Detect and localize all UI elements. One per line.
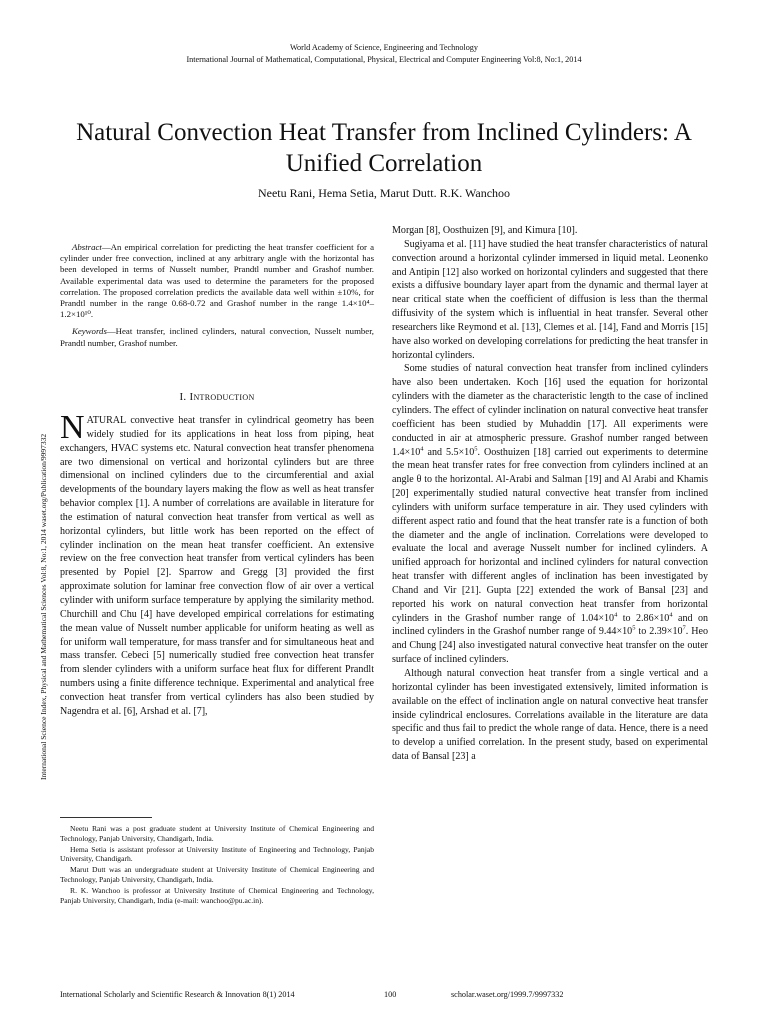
footer-link[interactable]: scholar.waset.org/1999.7/9997332 <box>451 990 564 999</box>
text-run: and on inclined cylinders in the Grashof number range of 9.44×10 <box>392 612 709 638</box>
superscript: 4 <box>614 611 618 619</box>
superscript: 5 <box>474 445 478 453</box>
superscript: 5 <box>632 625 636 633</box>
footnote: Hema Setia is assistant professor at University Institute of Engineering and Technology, Panjab University, Chandigarh. <box>60 844 374 864</box>
keywords-label: Keywords <box>72 326 107 337</box>
abstract-label: Abstract <box>72 242 102 252</box>
right-paragraph-1: Sugiyama et al. [11] have studied the heat transfer characteristics of natural convection around a horizontal cylinder immersed in liquid metal. Leonenko and Antipin [12] also worked on horizontal cylinders and suggested that there exists a diffusive boundary layer apart from the dynamic and thermal layer at near critical state when the coefficient of diffusion is less than the thermal diffusivity of the system which is influential in heat transfer. Several other researchers like Reymond et al. [13], Clemes et al. [14], Fand and Morris [15] have also worked on developing correlations for predicting the heat transfer in horizontal cylinders. <box>392 238 708 361</box>
text-run: to 2.39×10 <box>635 626 683 638</box>
text-run: . Oosthuizen [18] carried out experiments to determine the mean heat transfer rates for free convection from cylinders inclined at an angle θ to the horizontal. Al-Arabi and Salman [19] and Al Arabi and Khamis [20] experimentally studied natural convective heat transfer from inclined cylinders with uniform surface temperature in air. They used cylinders with different aspect ratio and found that the heat transfer rate is a function of both the diameter and the angle of inclination. Correlations were developed to evaluate the local and average Nusselt number for inclined cylinders. A unified approach for horizontal and inclined cylinders for natural convection heat transfer with different angles of inclination has been investigated by Chand and Vir [21]. Gupta [22] extended the work of Bansal [23] and reported his work on natural convection heat transfer from horizontal cylinders in the Grashof number range of 1.04×10 <box>392 446 708 624</box>
keywords-text: —Heat transfer, inclined cylinders, natural convection, Nusselt number, Prandtl number, Grashof number. <box>60 326 374 348</box>
superscript: 4 <box>669 611 673 619</box>
left-column <box>60 409 374 719</box>
intro-paragraph <box>60 409 374 719</box>
author-footnotes <box>60 824 374 906</box>
footnote-divider <box>60 817 152 818</box>
right-continuation-line: Morgan [8], Oosthuizen [9], and Kimura [10]. <box>392 225 578 236</box>
abstract-block <box>60 242 374 349</box>
text-run: . Heo and Chung [24] also investigated natural convective heat transfer on the outer surface of inclined cylinders. <box>392 626 708 666</box>
text-run: and 5.5×10 <box>423 446 475 458</box>
footer-publisher: International Scholarly and Scientific Research & Innovation 8(1) 2014 <box>60 990 295 999</box>
drop-cap: N <box>60 409 85 446</box>
superscript: 7 <box>682 625 686 633</box>
intro-text: convective heat transfer in cylindrical geometry has been widely studied for its applications in heat loss from piping, heat exchangers, HVAC systems etc. Natural convection heat transfer phenomena are two dimensional on vertical and horizontal cylinders but are three dimensional on inclined cylinders due to the circumferential and axial developments of the boundary layers making the flow as well as heat transfer behavior complex [1]. A number of correlations are available in literature for the estimation of natural convection heat transfer from vertical as well as horizontal cylinders, but little work has been reported on the effect of cylinder inclination on the mean heat transfer coefficient. An extensive review on the free convection heat transfer from vertical cylinders has been presented by Popiel [2]. Sparrow and Gregg [3] provided the first approximate solution for laminar free convection flow of air over a vertical cylinder with uniform surface temperature by applying the similarity method. Churchill and Chu [4] have developed empirical correlations for estimating the mean value of Nusselt number applicable for uniform heating as well as for uniform wall temperature, for mass transfer and for simultaneous heat and mass transfer. Cebeci [5] numerically studied free convection heat transfer from slender cylinders with a uniform surface heat flux for different Prandlt numbers using a finite difference technique. Experimental and analytical free convection heat transfer from vertical cylinders has also been studied by Nagendra et al. [6], Arshad et al. [7], <box>60 415 374 717</box>
superscript: 4 <box>420 445 424 453</box>
abstract-paragraph <box>60 242 374 320</box>
paper-title: Natural Convection Heat Transfer from Inclined Cylinders: A Unified Correlation <box>76 119 692 177</box>
right-paragraph-2 <box>392 362 708 667</box>
footnote: Marut Dutt was an undergraduate student at University Institute of Chemical Engineering and Technology, Panjab University, Chandigarh, India. <box>60 865 374 884</box>
journal-header-line2: International Journal of Mathematical, Computational, Physical, Electrical and Computer Engineering Vol:8, No:1, 2014 <box>186 55 582 64</box>
footnote: Neetu Rani was a post graduate student at University Institute of Chemical Engineering and Technology, Panjab University, Chandigarh, India. <box>60 824 374 843</box>
footnote: R. K. Wanchoo is professor at University Institute of Chemical Engineering and Technology, Panjab University, Chandigarh, India (e-mail: wanchoo@pu.ac.in). <box>60 885 374 905</box>
right-paragraph-3: Although natural convection heat transfer from a single vertical and a horizontal cylinder has been investigated extensively, limited information is available on the effect of inclination angle on natural convective heat transfer inside cylindrical enclosures. Correlations available in the literature are data specific and thus fail to predict the whole range of data. Hence, there is a need to develop a unified correlation. In the present study, based on experimental data of Bansal [23] a <box>392 668 708 763</box>
paper-authors: Neetu Rani, Hema Setia, Marut Dutt. R.K. Wanchoo <box>257 186 511 200</box>
footer-page-number: 100 <box>384 990 397 999</box>
side-index-note: International Science Index, Physical and Mathematical Sciences Vol:8, No:1, 2014 waset.org/Publication/9997332 <box>39 433 48 780</box>
journal-header-line1: World Academy of Science, Engineering and Technology <box>289 43 478 52</box>
abstract-text: —An empirical correlation for predicting the heat transfer coefficient for a cylinder under free convection, inclined at any arbitrary angle with the horizontal has been developed in terms of Nusselt number, Prandtl number and Grashof number. Available experimental data was used to determine the parameters for the proposed correlation. The proposed correlation predicts the available data well within ±10%, for Prandtl number in the range 0.68-0.72 and Grashof number in the range 1.4×10⁴–1.2×10¹⁰. <box>60 242 374 320</box>
right-column <box>392 224 708 764</box>
text-run: to 2.86×10 <box>617 612 670 624</box>
section-heading-introduction: I. Introduction <box>179 391 255 403</box>
intro-first-word: ATURAL <box>86 415 126 426</box>
text-run: Some studies of natural convection heat transfer from inclined cylinders have also been undertaken. Koch [16] used the equation for horizontal cylinders with the diameter as the characteristic length to the case of inclined cylinders. The effect of cylinder inclination on natural convective heat transfer coefficient has been studied by Muhaddin [17]. All experiments were conducted in air at atmospheric pressure. Grashof number ranged between 1.4×10 <box>392 363 708 458</box>
keywords-paragraph <box>60 326 374 348</box>
